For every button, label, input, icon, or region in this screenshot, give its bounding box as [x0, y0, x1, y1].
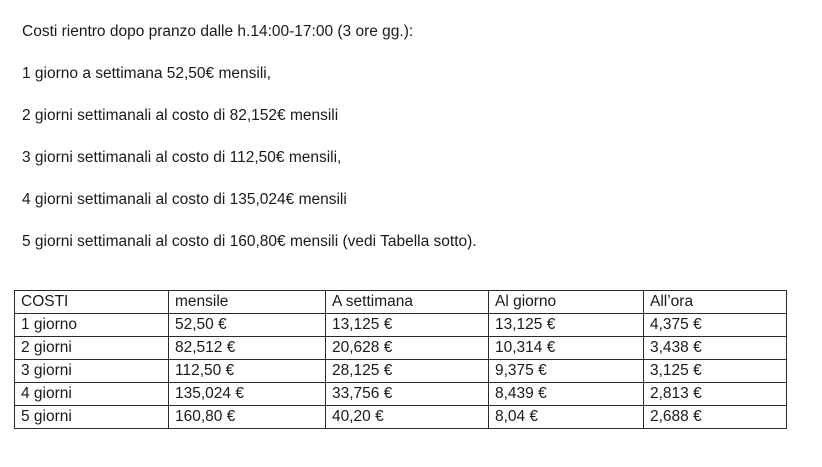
table-cell: 3 giorni	[15, 360, 169, 383]
table-row	[15, 383, 787, 406]
price-line-2-days: 2 giorni settimanali al costo di 82,152€ mensili	[22, 107, 339, 124]
table-cell: 28,125 €	[326, 360, 489, 383]
intro-heading: Costi rientro dopo pranzo dalle h.14:00-17:00 (3 ore gg.):	[22, 23, 414, 40]
price-line-4-days: 4 giorni settimanali al costo di 135,024€ mensili	[22, 191, 347, 208]
table-cell: 160,80 €	[169, 406, 326, 429]
table-cell: 4,375 €	[644, 314, 787, 337]
table-cell: 135,024 €	[169, 383, 326, 406]
table-cell: 13,125 €	[326, 314, 489, 337]
table-cell: 33,756 €	[326, 383, 489, 406]
table-cell: 4 giorni	[15, 383, 169, 406]
table-cell: 3,125 €	[644, 360, 787, 383]
table-cell: 2 giorni	[15, 337, 169, 360]
price-line-1-day: 1 giorno a settimana 52,50€ mensili,	[22, 65, 272, 82]
table-cell: 2,813 €	[644, 383, 787, 406]
table-cell: 112,50 €	[169, 360, 326, 383]
table-cell: 2,688 €	[644, 406, 787, 429]
price-line-5-days: 5 giorni settimanali al costo di 160,80€ mensili (vedi Tabella sotto).	[22, 233, 477, 250]
header-all-ora: All’ora	[644, 291, 787, 314]
header-a-settimana: A settimana	[326, 291, 489, 314]
table-cell: 40,20 €	[326, 406, 489, 429]
table-cell: 20,628 €	[326, 337, 489, 360]
table-row	[15, 337, 787, 360]
table-header-row	[15, 291, 787, 314]
price-line-3-days: 3 giorni settimanali al costo di 112,50€ mensili,	[22, 149, 342, 166]
table-cell: 8,04 €	[489, 406, 644, 429]
table-cell: 52,50 €	[169, 314, 326, 337]
table-cell: 1 giorno	[15, 314, 169, 337]
table-cell: 8,439 €	[489, 383, 644, 406]
table-cell: 5 giorni	[15, 406, 169, 429]
table-cell: 3,438 €	[644, 337, 787, 360]
header-mensile: mensile	[169, 291, 326, 314]
table-row	[15, 360, 787, 383]
table-cell: 10,314 €	[489, 337, 644, 360]
table-cell: 9,375 €	[489, 360, 644, 383]
costs-table	[14, 290, 787, 429]
header-costi: COSTI	[15, 291, 169, 314]
header-al-giorno: Al giorno	[489, 291, 644, 314]
table-row	[15, 314, 787, 337]
table-cell: 13,125 €	[489, 314, 644, 337]
table-row	[15, 406, 787, 429]
table-cell: 82,512 €	[169, 337, 326, 360]
document-body	[22, 22, 802, 252]
